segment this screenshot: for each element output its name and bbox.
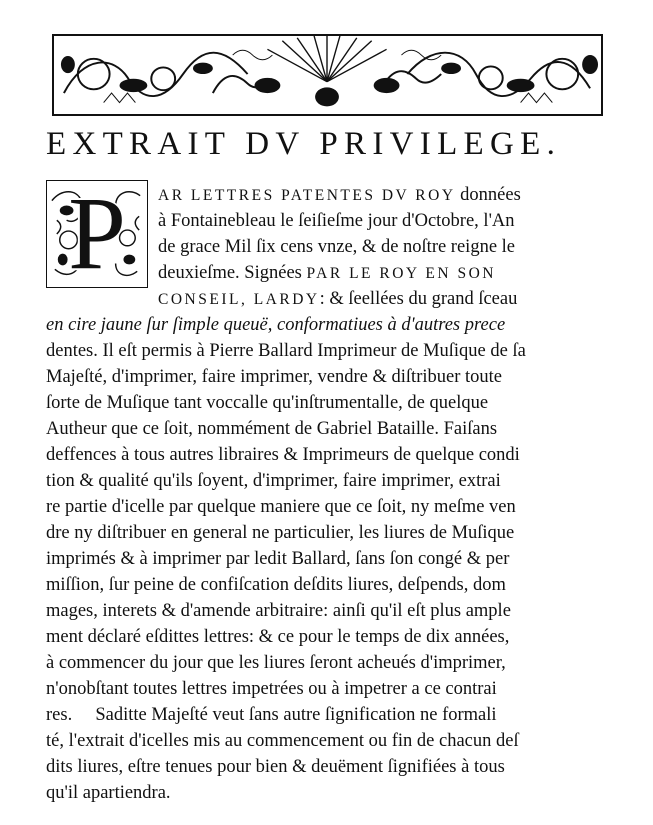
text-line: dentes. Il eſt permis à Pierre Ballard Imprimeur de Muſique de ſa bbox=[46, 341, 526, 361]
text-line: dits liures, eſtre tenues pour bien & deuëment ſignifiées à tous bbox=[46, 757, 505, 777]
text-smallcaps: CONSEIL, LARDY bbox=[158, 291, 320, 308]
text-run: deuxieſme. Signées bbox=[158, 263, 307, 283]
page-title: EXTRAIT DV PRIVILEGE. bbox=[46, 126, 562, 162]
text-smallcaps: PAR LE ROY EN SON bbox=[306, 265, 496, 282]
text-line: re partie d'icelle par quelque maniere que ce ſoit, ny meſme ven bbox=[46, 497, 516, 517]
text-line: de grace Mil ſix cens vnze, & de noſtre reigne le bbox=[158, 237, 516, 257]
text-line bbox=[158, 182, 521, 209]
text-line: res. Saditte Majeſté veut ſans autre ſignification ne formali bbox=[46, 705, 497, 725]
text-line: miſſion, ſur peine de confiſcation deſdits liures, deſpends, dom bbox=[46, 575, 506, 595]
text-line bbox=[158, 286, 517, 313]
text-line: Majeſté, d'imprimer, faire imprimer, vendre & diſtribuer toute bbox=[46, 367, 502, 387]
text-line: mages, interets & d'amende arbitraire: ainſi qu'il eſt plus ample bbox=[46, 601, 511, 621]
text-line: ſorte de Muſique tant voccalle qu'inſtrumentalle, de quelque bbox=[46, 393, 489, 413]
text-line: qu'il apartiendra. bbox=[46, 783, 171, 803]
decorated-initial bbox=[46, 180, 148, 288]
text-smallcaps: AR LETTRES PATENTES DV ROY bbox=[158, 187, 456, 204]
text-line: ment déclaré eſdittes lettres: & ce pour le temps de dix années, bbox=[46, 627, 510, 647]
text-run: données bbox=[455, 185, 521, 205]
text-run: : & ſeellées du grand ſceau bbox=[319, 289, 518, 309]
text-line: à Fontainebleau le ſeiſieſme jour d'Octobre, l'An bbox=[158, 211, 515, 231]
text-line: à commencer du jour que les liures ſeront acheués d'imprimer, bbox=[46, 653, 506, 673]
text-line: té, l'extrait d'icelles mis au commencement ou fin de chacun deſ bbox=[46, 731, 519, 751]
text-line: dre ny diſtribuer en general ne particulier, les liures de Muſique bbox=[46, 523, 515, 543]
text-line: tion & qualité qu'ils ſoyent, d'imprimer, faire imprimer, extrai bbox=[46, 471, 501, 491]
text-line: Autheur que ce ſoit, nommément de Gabriel Bataille. Faiſans bbox=[46, 419, 498, 439]
initial-letter: P bbox=[68, 180, 126, 288]
text-line: imprimés & à imprimer par ledit Ballard, ſans ſon congé & per bbox=[46, 549, 510, 569]
text-line bbox=[158, 260, 496, 287]
woodcut-headpiece bbox=[52, 34, 603, 116]
text-line: n'onobſtant toutes lettres impetrées ou à impetrer a ce contrai bbox=[46, 679, 497, 699]
text-line: deffences à tous autres libraires & Imprimeurs de quelque condi bbox=[46, 445, 520, 465]
text-line: en cire jaune ſur ſimple queuë, conformatiues à d'autres prece bbox=[46, 315, 506, 335]
